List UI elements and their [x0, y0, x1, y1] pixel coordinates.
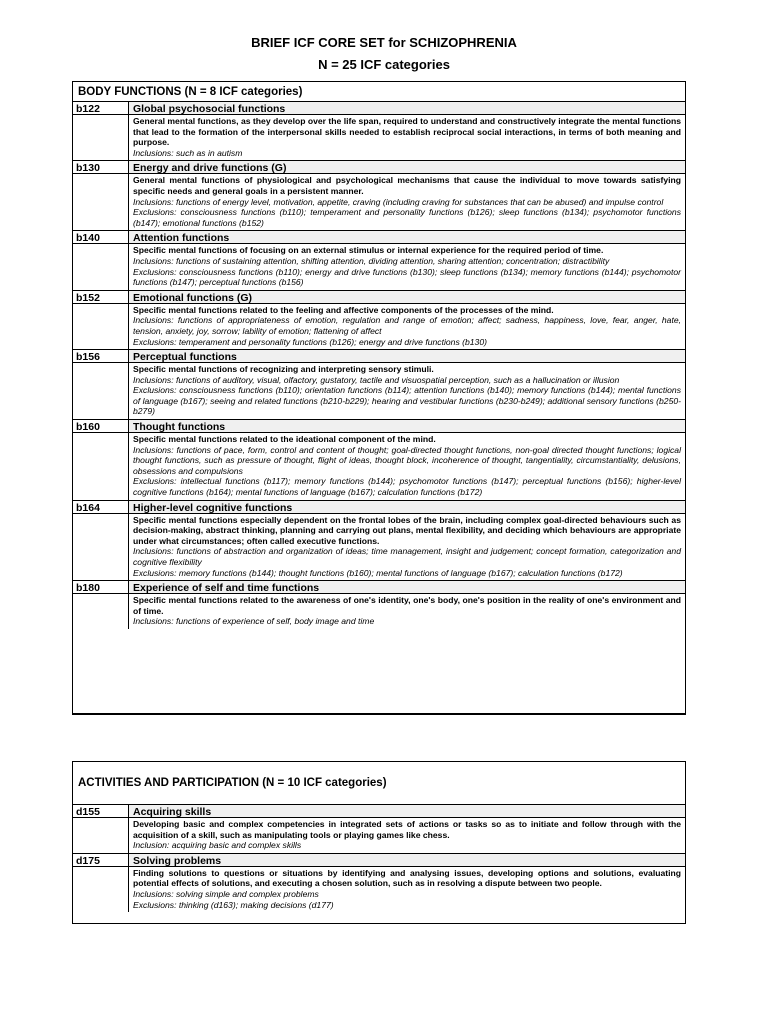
activities-participation-table [72, 761, 686, 924]
category-content [129, 291, 685, 349]
code-column [73, 805, 129, 853]
category-row [73, 805, 685, 854]
category-code: b152 [73, 291, 128, 304]
category-name: Acquiring skills [129, 805, 685, 818]
category-definition: Specific mental functions of focusing on an external stimulus or internal experience for the required period of time. [133, 245, 604, 256]
category-code: b140 [73, 231, 128, 244]
category-exclusions: Exclusions: consciousness functions (b110); orientation functions (b114); attention functions (b140); memory functions (b144); mental functions of language (b167); seeing and related functions (b210-b229); hearing and vestibular functions (b230-b249); additional sensory functions (b250-b279) [133, 385, 681, 417]
category-inclusions: Inclusions: functions of sustaining attention, shifting attention, dividing attention, sharing attention; concentration; distractibility [133, 255, 610, 266]
category-inclusions: Inclusions: functions of pace, form, control and content of thought; goal-directed thought functions, non-goal directed thought functions; logical thought functions, such as pressure of thought, flight of ideas, thought block, incoherence of thought, tangentiality, circumstantiality, delusions, obsessions and compulsions [133, 444, 681, 476]
category-row [73, 231, 685, 290]
code-column [73, 350, 129, 419]
category-inclusions: Inclusions: functions of auditory, visual, olfactory, gustatory, tactile and visuospatial perception, such as a hallucination or illusion [133, 374, 620, 385]
category-rows [73, 805, 685, 912]
category-name: Experience of self and time functions [129, 581, 685, 594]
category-code: b180 [73, 581, 128, 594]
category-description [129, 174, 685, 230]
category-name: Energy and drive functions (G) [129, 161, 685, 174]
code-column [73, 501, 129, 581]
document-subtitle: N = 25 ICF categories [318, 57, 450, 72]
category-content [129, 420, 685, 500]
category-content [129, 102, 685, 160]
category-name: Attention functions [129, 231, 685, 244]
category-definition: Specific mental functions especially dependent on the frontal lobes of the brain, including complex goal-directed behaviours such as decision-making, abstract thinking, planning and carrying out plans, mental flexibility, and deciding which behaviours are appropriate under what circumstances; often called executive functions. [133, 514, 681, 546]
category-definition: Specific mental functions of recognizing and interpreting sensory stimuli. [133, 364, 434, 375]
category-name: Perceptual functions [129, 350, 685, 363]
category-inclusions: Inclusions: functions of appropriateness of emotion, regulation and range of emotion; affect; sadness, happiness, love, fear, anger, hate, tension, anxiety, joy, sorrow; lability of emotion; flattening of affect [133, 315, 681, 336]
category-exclusions: Exclusions: thinking (d163); making decisions (d177) [133, 899, 334, 910]
category-description [129, 304, 685, 349]
category-name: Higher-level cognitive functions [129, 501, 685, 514]
category-description [129, 514, 685, 581]
category-inclusions: Inclusions: functions of experience of self, body image and time [133, 616, 375, 627]
code-column [73, 581, 129, 629]
category-exclusions: Exclusions: consciousness functions (b110); temperament and personality functions (b126); sleep functions (b134); psychomotor functions (b147); emotional functions (b152) [133, 207, 681, 228]
category-content [129, 805, 685, 853]
body-functions-table [72, 81, 686, 715]
code-column [73, 420, 129, 500]
category-code: b130 [73, 161, 128, 174]
category-content [129, 231, 685, 289]
category-definition: General mental functions of physiological and psychological mechanisms that cause the individual to move towards satisfying specific needs and general goals in a persistent manner. [133, 175, 681, 196]
category-definition: Developing basic and complex competencies in integrated sets of actions or tasks so as to initiate and follow through with the acquisition of a skill, such as manipulating tools or playing games like chess. [133, 819, 681, 840]
category-name: Global psychosocial functions [129, 102, 685, 115]
category-code: b160 [73, 420, 128, 433]
code-column [73, 231, 129, 289]
category-row [73, 102, 685, 161]
category-inclusions: Inclusions: such as in autism [133, 147, 243, 158]
category-name: Solving problems [129, 854, 685, 867]
category-description [129, 594, 685, 629]
category-definition: Specific mental functions related to the feeling and affective components of the processes of the mind. [133, 304, 554, 315]
code-column [73, 854, 129, 912]
category-row [73, 501, 685, 582]
category-content [129, 161, 685, 230]
category-inclusions: Inclusions: functions of energy level, motivation, appetite, craving (including craving for substances that can be abused) and impulse control [133, 196, 664, 207]
category-name: Emotional functions (G) [129, 291, 685, 304]
category-row [73, 854, 685, 912]
category-code: b156 [73, 350, 128, 363]
category-code: b164 [73, 501, 128, 514]
category-definition: General mental functions, as they develop over the life span, required to understand and constructively integrate the mental functions that lead to the formation of the interpersonal skills needed to establish reciprocal social interactions, in terms of both meaning and purpose. [133, 116, 681, 148]
category-code: d175 [73, 854, 128, 867]
category-code: b122 [73, 102, 128, 115]
category-content [129, 854, 685, 912]
section-heading: BODY FUNCTIONS (N = 8 ICF categories) [73, 82, 685, 102]
code-column [73, 291, 129, 349]
code-column [73, 102, 129, 160]
category-exclusions: Exclusions: memory functions (b144); thought functions (b160); mental functions of language (b167); calculation functions (b172) [133, 567, 623, 578]
category-description [129, 363, 685, 419]
category-content [129, 581, 685, 629]
code-column [73, 161, 129, 230]
category-description [129, 818, 685, 853]
category-exclusions: Exclusions: temperament and personality functions (b126); energy and drive functions (b130) [133, 336, 487, 347]
section-heading: ACTIVITIES AND PARTICIPATION (N = 10 ICF categories) [73, 762, 685, 805]
category-inclusions: Inclusions: solving simple and complex problems [133, 888, 319, 899]
category-definition: Specific mental functions related to the awareness of one's identity, one's body, one's position in the reality of one's environment and of time. [133, 595, 681, 616]
category-definition: Finding solutions to questions or situations by identifying and analysing issues, developing options and solutions, evaluating potential effects of solutions, and executing a chosen solution, such as in resolving a dispute between two people. [133, 867, 681, 889]
category-row [73, 420, 685, 501]
category-code: d155 [73, 805, 128, 818]
category-exclusions: Exclusions: consciousness functions (b110); energy and drive functions (b130); sleep functions (b134); memory functions (b144); psychomotor functions (b147); perceptual functions (b156) [133, 266, 681, 288]
category-description [129, 867, 685, 912]
category-row [73, 291, 685, 350]
category-description [129, 244, 685, 289]
category-description [129, 115, 685, 160]
category-name: Thought functions [129, 420, 685, 433]
category-rows [73, 102, 685, 629]
category-row [73, 350, 685, 420]
document-title: BRIEF ICF CORE SET for SCHIZOPHRENIA [251, 35, 517, 50]
category-description [129, 433, 685, 500]
category-exclusions: Exclusions: intellectual functions (b117); memory functions (b144); psychomotor functions (b147); perceptual functions (b156); higher-level cognitive functions (b164); mental functions of language (b167); calculation functions (b172) [133, 476, 681, 498]
category-inclusions: Inclusion: acquiring basic and complex skills [133, 840, 302, 851]
category-content [129, 501, 685, 581]
category-inclusions: Inclusions: functions of abstraction and organization of ideas; time management, insight and judgement; concept formation, categorization and cognitive flexibility [133, 546, 681, 567]
category-definition: Specific mental functions related to the ideational component of the mind. [133, 434, 436, 445]
category-row [73, 161, 685, 231]
category-row [73, 581, 685, 629]
category-content [129, 350, 685, 419]
